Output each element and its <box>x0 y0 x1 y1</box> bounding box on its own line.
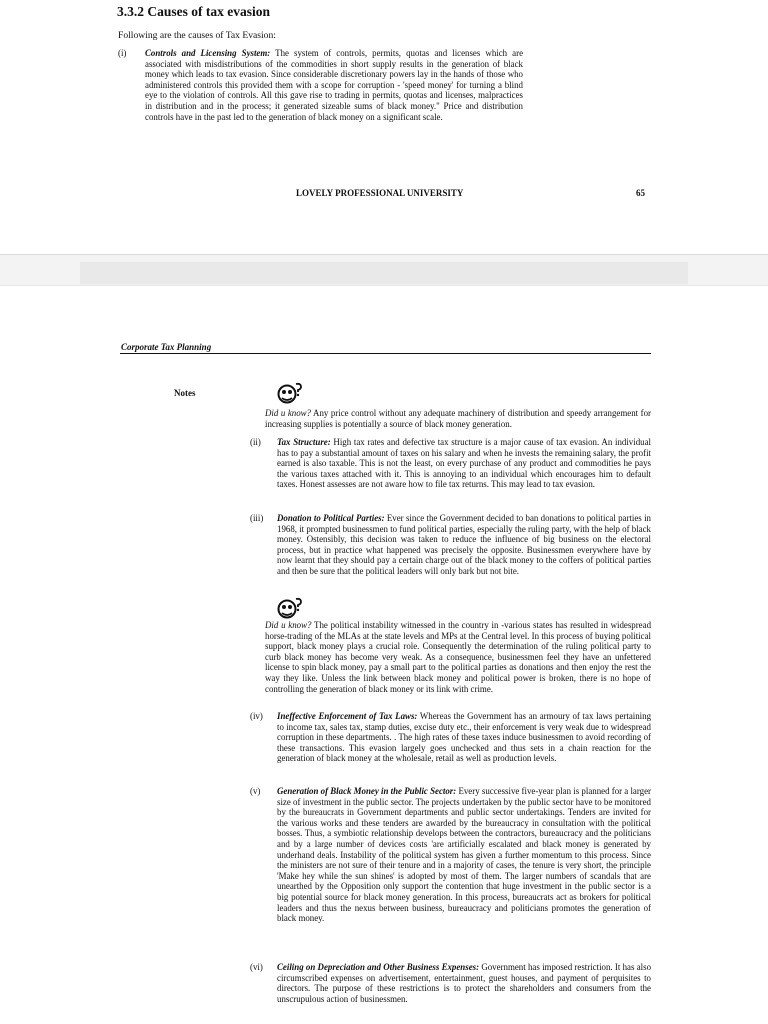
notes-label: Notes <box>174 388 196 398</box>
header-rule <box>120 353 651 354</box>
did-you-know-text: Any price control without any adequate machinery of distribution and speedy arrangement for increasing supplies is potentially a source of black money generation. <box>265 408 651 429</box>
item-number: (ii) <box>250 437 261 447</box>
item-text: Ever since the Government decided to ban donations to political parties in 1968, it prompted businessmen to fund political parties, especially the ruling party, with the help of black money. Ostensibly, this decision was taken to reduce the influence of big business on the electoral process, but in practice what happened was precisely the opposite. Businessmen everywhere have by now learnt that they should pay a certain charge out of the black money to the coffers of political parties and then be sure that the political leaders will only bark but not bite. <box>277 513 651 576</box>
did-you-know-lead: Did u know? <box>265 620 312 630</box>
did-you-know-icon <box>276 382 304 406</box>
item-text: Government has imposed restriction. It has also circumscribed expenses on advertisement, entertainment, guest houses, and payment of perquisites to directors. The purpose of these restrictions is to protect the shareholders and consumers from the unscrupulous action of businessmen. <box>277 962 652 1004</box>
item-heading: Tax Structure: <box>277 437 331 447</box>
item-heading: Ineffective Enforcement of Tax Laws: <box>277 711 418 721</box>
item-heading: Ceiling on Depreciation and Other Business Expenses: <box>277 962 480 972</box>
section-title: 3.3.2 Causes of tax evasion <box>117 4 271 19</box>
item-text: The system of controls, permits, quotas and licenses which are associated with misdistributions of the commodities in short supply results in the generation of black money which leads to tax evasion. Since considerable discretionary powers lay in the hands of those who administered controls this provided them with a scope for corruption - 'speed money' for turning a blind eye to the violation of controls. All this gave rise to trading in permits, quotas and licenses, malpractices in distribution and in the process; it generated sizeable sums of black money." Price and distribution controls have in the past led to the generation of black money on a significant scale. <box>145 48 524 122</box>
book-title: Corporate Tax Planning <box>121 342 212 352</box>
page-number: 65 <box>636 188 645 198</box>
item-heading: Controls and Licensing System: <box>145 48 271 58</box>
footer-university: LOVELY PROFESSIONAL UNIVERSITY <box>296 188 464 198</box>
did-you-know-lead: Did u know? <box>265 408 311 418</box>
item-number: (i) <box>118 48 127 58</box>
item-text: Every successive five-year plan is planned for a larger size of investment in the public sector. The projects undertaken by the public sector have to be monitored by the bureaucrats in Government departments and public sector undertakings. Tenders are invited for the various works and these tenders are awarded by the bureaucracy in consultation with the political bosses. Thus, a symbiotic relationship develops between the contractors, bureaucracy and the politicians and by a large number of devices costs 'are artificially escalated and black money is generated by underhand deals. Instability of the political system has given a further momentum to this process. Since the ministers are not sure of their tenure and in a majority of cases, the tenure is very short, the principle 'Make hey while the sun shines' is adopted by most of them. The larger numbers of scandals that are unearthed by the Opposition only support the contention that huge investment in the public sector is a big potential source for black money generation. In this process, bureaucrats act as brokers for political leaders and thus the nexus between business, bureaucracy and politicians promotes the generation of black money. <box>277 786 651 924</box>
intro-text: Following are the causes of Tax Evasion: <box>118 30 276 41</box>
did-you-know-box-1 <box>265 408 651 429</box>
item-number: (v) <box>250 786 261 796</box>
did-you-know-text: The political instability witnessed in the country in -various states has resulted in widespread horse-trading of the MLAs at the state levels and MPs at the Central level. In this process of buying political support, black money plays a crucial role. Consequently the determination of the ruling political party to curb black money has become very weak. As a consequence, businessmen feel they have an unfettered license to spin black money, pay a small part to the political parties as donations and then enjoy the rest the way they like. Unless the link between black money and political power is broken, there is no hope of controlling the generation of black money or its link with crime. <box>265 620 652 694</box>
item-heading: Generation of Black Money in the Public Sector: <box>277 786 457 796</box>
item-heading: Donation to Political Parties: <box>277 513 385 523</box>
item-text: Whereas the Government has an armoury of tax laws pertaining to income tax, sales tax, stamp duties, excise duty etc., their enforcement is very weak due to widespread corruption in these departments. . The high rates of these taxes induce businessmen to avoid recording of these transactions. This evasion largely goes unchecked and thus sets in a chain reaction for the generation of black money at the wholesale, retail as well as production levels. <box>277 711 652 764</box>
did-you-know-icon <box>276 597 304 621</box>
page-gap-shadow <box>80 262 688 284</box>
item-number: (iv) <box>250 711 263 721</box>
item-number: (vi) <box>250 962 263 972</box>
item-text: High tax rates and defective tax structure is a major cause of tax evasion. An individual has to pay a substantial amount of taxes on his salary and when he invests the remaining salary, the profit earned is also taxable. This is not the least, on every purchase of any product and commodities he pays the various taxes attached with it. This is annoying to an individual which encourages him to default taxes. Honest assesses are not aware how to file tax returns. This may lead to tax evasion. <box>277 437 651 490</box>
item-number: (iii) <box>250 513 264 523</box>
did-you-know-box-2 <box>265 620 651 694</box>
